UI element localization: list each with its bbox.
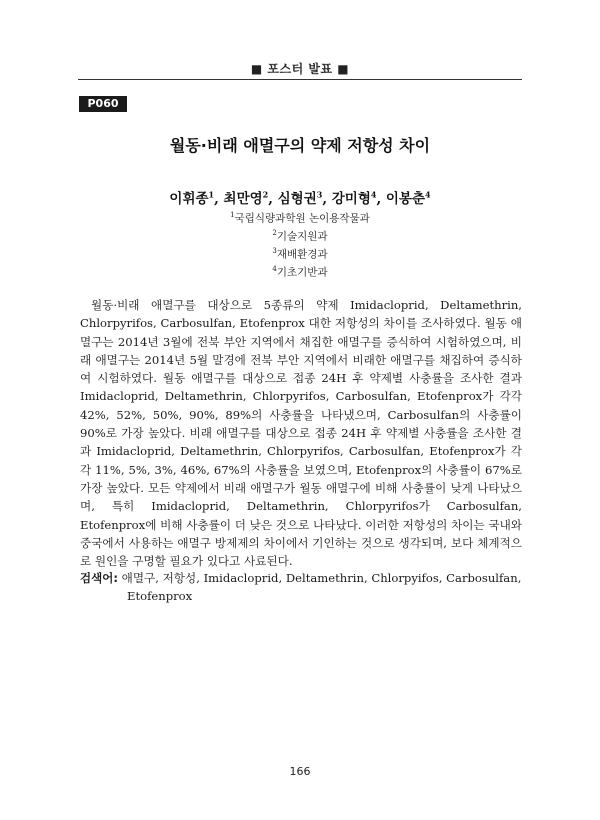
affiliation-mark: 4 (272, 265, 277, 273)
page-number: 166 (289, 765, 311, 778)
author-name: 심형권 (277, 191, 317, 207)
header-divider (78, 79, 522, 80)
affiliation-mark: 3 (272, 247, 277, 255)
keywords-line (80, 569, 522, 606)
author-name: 이봉춘 (385, 191, 425, 207)
affiliation-mark: 2 (272, 229, 277, 237)
affiliation-line (0, 226, 600, 244)
affiliation-line (0, 244, 600, 262)
author-affil-mark: 4 (424, 189, 431, 200)
affiliation-list (0, 208, 600, 280)
section-header-label: ■ 포스터 발표 ■ (250, 62, 350, 76)
affiliation-text: 기술지원과 (276, 230, 328, 243)
author-affil-mark: 3 (316, 189, 323, 200)
author-affil-mark: 1 (208, 189, 215, 200)
author-affil-mark: 2 (262, 189, 269, 200)
keywords-label: 검색어: (80, 571, 118, 585)
poster-code-badge: P060 (79, 96, 127, 112)
author-name: 강미형 (331, 191, 371, 207)
author-name: 이휘종 (169, 191, 209, 207)
keywords-text: 애멸구, 저항성, Imidacloprid, Deltamethrin, Chlorpyifos, Carbosulfan, Etofenprox (121, 571, 522, 604)
affiliation-mark: 1 (230, 211, 235, 219)
author-list: 이휘종$^1$, 최만영$^2$, 심형권$^3$, 강미형$^4$, 이봉춘$^4$ (169, 189, 431, 207)
author-name: 최만영 (223, 191, 263, 207)
paper-title: 월동·비래 애멸구의 약제 저항성 차이 (169, 136, 431, 155)
author-affil-mark: 4 (370, 189, 377, 200)
affiliation-text: 국립식량과학원 논이용작물과 (234, 212, 370, 225)
affiliation-text: 기초기반과 (276, 266, 328, 279)
affiliation-line (0, 262, 600, 280)
affiliation-line (0, 208, 600, 226)
affiliation-text: 재배환경과 (276, 248, 328, 261)
abstract-body: 월동·비래 애멸구를 대상으로 5종류의 약제 Imidacloprid, Deltamethrin, Chlorpyrifos, Carbosulfan, Etofenprox 대한 저항성의 차이를 조사하였다. 월동 애멸구는 2014년 3월에 전북 부안 지역에서 채집한 애멸구를 증식하여 시험하였으며, 비래 애멸구는 2014년 5월 말경에 전북 부안 지역에서 비래한 애멸구를 채집하여 증식하여 시험하였다. 월동 애멸구를 대상으로 접종 24H 후 약제별 사충률을 조사한 결과 Imidacloprid, Deltamethrin, Chlorpyrifos, Carbosulfan, Etofenprox가 각각 42%, 52%, 50%, 90%, 89%의 사충률을 나타냈으며, Carbosulfan의 사충률이 90%로 가장 높았다. 비래 애멸구를 대상으로 접종 24H 후 약제별 사충률을 조사한 결과 Imidacloprid, Deltamethrin, Chlorpyrifos, Carbosulfan, Etofenprox가 각각 11%, 5%, 3%, 46%, 67%의 사충률을 보였으며, Etofenprox의 사충률이 67%로 가장 높았다. 모든 약제에서 비래 애멸구가 월동 애멸구에 비해 사충률이 낮게 나타났으며, 특히 Imidacloprid, Deltamethrin, Chlorpyrifos가 Carbosulfan, Etofenprox에 비해 사충률이 더 낮은 것으로 나타났다. 이러한 저항성의 차이는 국내와 중국에서 사용하는 애멸구 방제제의 차이에서 기인하는 것으로 생각되며, 보다 체계적으로 원인을 구명할 필요가 있다고 사료된다. (80, 298, 522, 569)
